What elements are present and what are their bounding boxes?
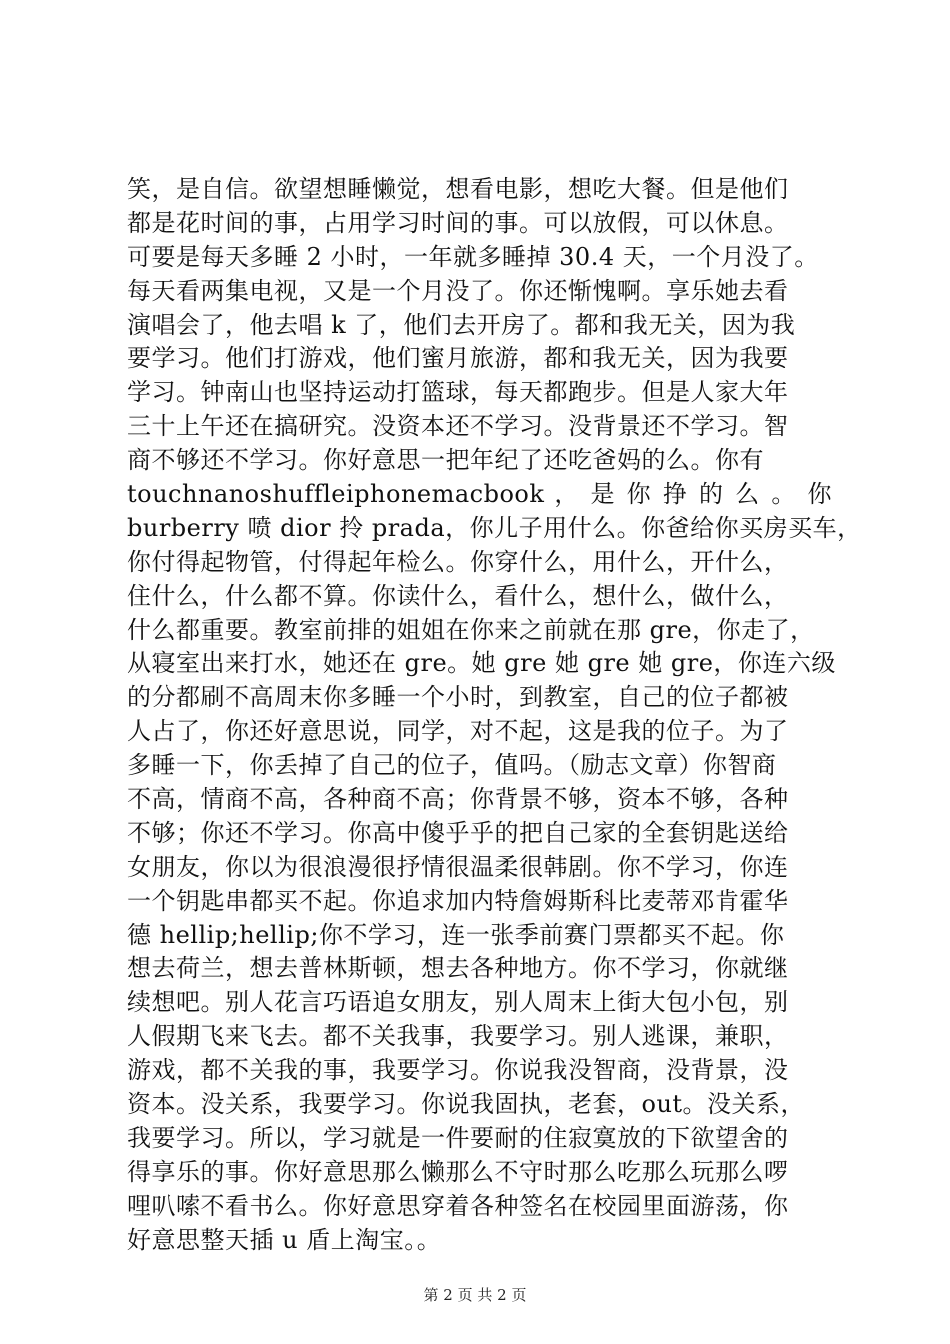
text-line: 不高，情商不高，各种商不高；你背景不够，资本不够，各种 — [127, 785, 789, 814]
text-line: 游戏，都不关我的事，我要学习。你说我没智商，没背景，没 — [127, 1056, 789, 1085]
text-line: 的分都刷不高周末你多睡一个小时，到教室，自己的位子都被 — [127, 683, 789, 712]
text-line: 从寝室出来打水，她还在 gre。她 gre 她 gre 她 gre，你连六级 — [127, 649, 836, 678]
text-line: 你付得起物管，付得起年检么。你穿什么，用什么，开什么， — [127, 547, 789, 576]
text-line: 每天看两集电视，又是一个月没了。你还惭愧啊。享乐她去看 — [127, 276, 789, 305]
text-line: burberry 喷 dior 拎 prada，你儿子用什么。你爸给你买房买车， — [127, 513, 862, 542]
text-line: 人占了，你还好意思说，同学，对不起，这是我的位子。为了 — [127, 717, 789, 746]
text-line: 好意思整天插 u 盾上淘宝。。 — [127, 1225, 442, 1254]
text-line: 不够；你还不学习。你高中傻乎乎的把自己家的全套钥匙送给 — [127, 818, 789, 847]
text-line: 得享乐的事。你好意思那么懒那么不守时那么吃那么玩那么啰 — [127, 1157, 789, 1186]
text-line: 我要学习。所以，学习就是一件要耐的住寂寞放的下欲望舍的 — [127, 1123, 789, 1152]
page-footer — [0, 1284, 950, 1305]
text-line: 要学习。他们打游戏，他们蜜月旅游，都和我无关，因为我要 — [127, 344, 789, 373]
text-line: 三十上午还在搞研究。没资本还不学习。没背景还不学习。智 — [127, 412, 789, 441]
text-line: 资本。没关系，我要学习。你说我固执，老套，out。没关系， — [127, 1090, 806, 1119]
text-line: 商不够还不学习。你好意思一把年纪了还吃爸妈的么。你有 — [127, 446, 764, 475]
text-line: 女朋友，你以为很浪漫很抒情很温柔很韩剧。你不学习，你连 — [127, 852, 789, 881]
text-line: 想去荷兰，想去普林斯顿，想去各种地方。你不学习，你就继 — [127, 954, 789, 983]
text-line: 笑，是自信。欲望想睡懒觉，想看电影，想吃大餐。但是他们 — [127, 175, 789, 203]
text-line: 都是花时间的事，占用学习时间的事。可以放假，可以休息。 — [127, 208, 789, 237]
text-line: 学习。钟南山也坚持运动打篮球，每天都跑步。但是人家大年 — [127, 378, 789, 407]
page-number-label: 第 2 页 共 2 页 — [423, 1286, 527, 1304]
text-line: 哩叭嗦不看书么。你好意思穿着各种签名在校园里面游荡，你 — [127, 1191, 789, 1220]
text-line: 人假期飞来飞去。都不关我事，我要学习。别人逃课，兼职， — [127, 1022, 789, 1051]
text-line: 住什么，什么都不算。你读什么，看什么，想什么，做什么， — [127, 581, 789, 610]
text-line: 可要是每天多睡 2 小时，一年就多睡掉 30.4 天，一个月没了。 — [127, 242, 819, 271]
text-line: 德 hellip;hellip;你不学习，连一张季前赛门票都买不起。你 — [127, 920, 785, 949]
text-line: 续想吧。别人花言巧语追女朋友，别人周末上街大包小包，别 — [127, 988, 789, 1017]
text-line: 演唱会了，他去唱 k 了，他们去开房了。都和我无关，因为我 — [127, 310, 796, 339]
document-body — [127, 173, 862, 1258]
text-line: 多睡一下，你丢掉了自己的位子，值吗。（励志文章）你智商 — [127, 751, 777, 780]
text-line: 一个钥匙串都买不起。你追求加内特詹姆斯科比麦蒂邓肯霍华 — [127, 886, 789, 915]
text-line: 什么都重要。教室前排的姐姐在你来之前就在那 gre，你走了， — [127, 615, 815, 644]
text-line: touchnanoshuffleiphonemacbook ， 是 你 挣 的 么 。 你 — [127, 480, 832, 509]
